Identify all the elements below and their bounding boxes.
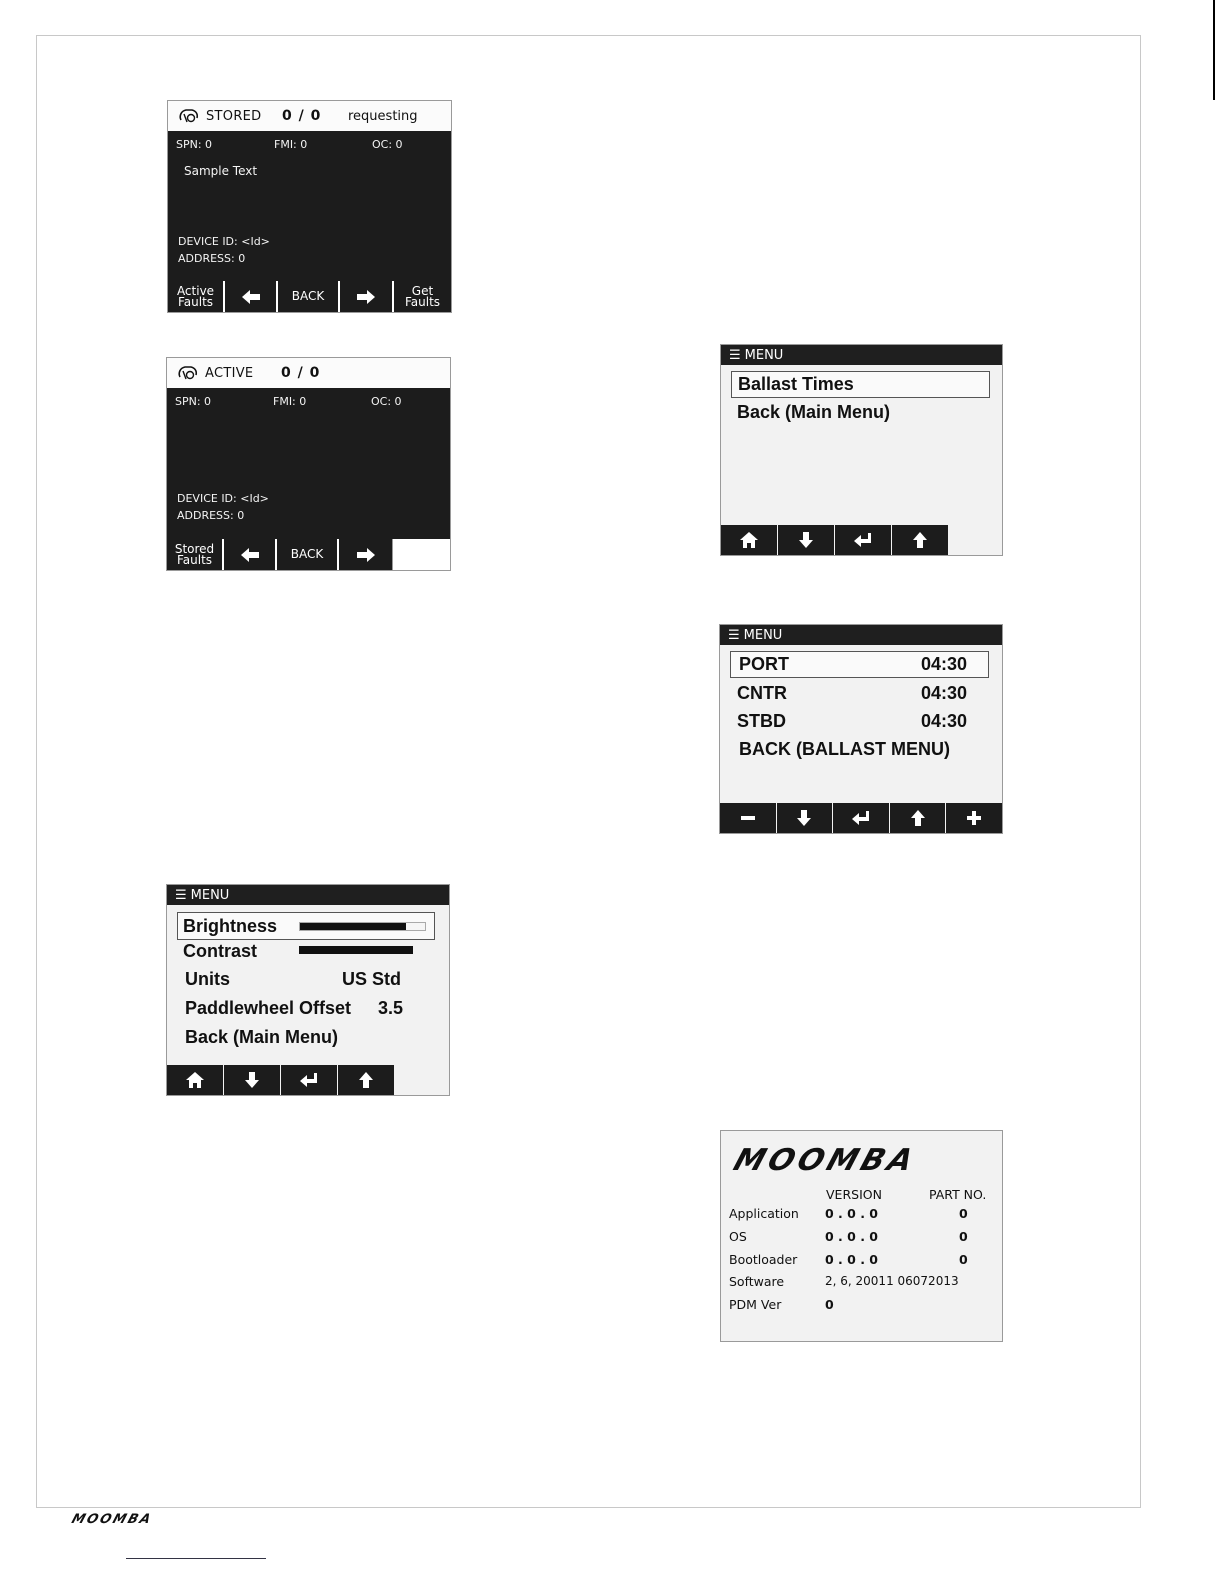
- spn-value: SPN: 0: [175, 395, 212, 408]
- button-label: Faults: [404, 294, 441, 309]
- fmi-value: FMI: 0: [274, 138, 308, 151]
- status-text: requesting: [348, 108, 418, 124]
- row-label: Bootloader: [729, 1252, 798, 1267]
- prev-button[interactable]: [224, 539, 277, 570]
- next-button[interactable]: [339, 539, 393, 570]
- active-header: [167, 358, 450, 388]
- device-id: DEVICE ID: <Id>: [177, 492, 269, 505]
- row-label: Software: [729, 1274, 785, 1289]
- version-table: [721, 1131, 1003, 1342]
- row-part: 0: [959, 1229, 968, 1244]
- arrow-down-icon: [793, 807, 815, 829]
- paddlewheel-label: Paddlewheel Offset: [185, 998, 352, 1018]
- menu-softkeys: [720, 803, 1002, 833]
- enter-button[interactable]: [833, 803, 890, 833]
- home-button[interactable]: [167, 1065, 224, 1095]
- up-button[interactable]: [892, 525, 949, 555]
- page-edge-mark: [1213, 0, 1215, 100]
- brightness-item[interactable]: [177, 912, 435, 940]
- arrow-left-icon: [241, 289, 261, 305]
- home-button[interactable]: [721, 525, 778, 555]
- arrow-right-icon: [356, 547, 376, 563]
- back-ballast-menu-item[interactable]: [739, 739, 950, 760]
- contrast-fill: [299, 946, 413, 954]
- contrast-slider[interactable]: [299, 946, 413, 955]
- button-label: Faults: [177, 294, 214, 309]
- stored-header: [168, 101, 451, 131]
- stbd-label: STBD: [737, 711, 786, 731]
- ballast-times-label: Ballast Times: [738, 374, 854, 394]
- enter-icon: [852, 529, 874, 551]
- enter-button[interactable]: [835, 525, 892, 555]
- brightness-slider[interactable]: [299, 922, 426, 931]
- menu-softkeys: [721, 525, 1002, 555]
- paddlewheel-value: 3.5: [378, 998, 404, 1018]
- ballast-menu-screen: [720, 344, 1003, 556]
- cntr-label: CNTR: [737, 683, 787, 703]
- active-faults-screen: [166, 357, 451, 571]
- port-time-item[interactable]: [730, 651, 989, 678]
- settings-menu-screen: [166, 884, 450, 1096]
- screen-title: ACTIVE: [205, 365, 254, 381]
- prev-button[interactable]: [225, 281, 278, 312]
- menu-header: [721, 345, 1002, 365]
- arrow-up-icon: [907, 807, 929, 829]
- arrow-down-icon: [241, 1069, 263, 1091]
- arrow-left-icon: [240, 547, 260, 563]
- down-button[interactable]: [777, 803, 834, 833]
- row-version: 0: [825, 1297, 834, 1312]
- back-button[interactable]: BACK: [278, 281, 340, 312]
- row-version: 0 . 0 . 0: [825, 1229, 878, 1244]
- row-version: 0 . 0 . 0: [825, 1206, 878, 1221]
- menu-title: MENU: [190, 887, 230, 903]
- address: ADDRESS: 0: [177, 509, 245, 522]
- brightness-fill: [300, 923, 406, 930]
- back-main-menu-item[interactable]: [185, 1027, 338, 1048]
- stored-faults-screen: [167, 100, 452, 313]
- plus-button[interactable]: [946, 803, 1002, 833]
- screen-title: STORED: [206, 108, 262, 124]
- plus-icon: [963, 807, 985, 829]
- oc-value: OC: 0: [371, 395, 402, 408]
- menu-icon: ☰: [175, 887, 187, 903]
- back-label: BACK (BALLAST MENU): [739, 739, 950, 759]
- row-label: PDM Ver: [729, 1297, 782, 1312]
- ballast-times-screen: [719, 624, 1003, 834]
- contrast-item[interactable]: [183, 941, 257, 962]
- arrow-right-icon: [356, 289, 376, 305]
- arrow-down-icon: [795, 529, 817, 551]
- device-id: DEVICE ID: <Id>: [178, 235, 270, 248]
- brightness-label: Brightness: [183, 916, 278, 936]
- menu-icon: ☰: [729, 347, 741, 363]
- back-button[interactable]: BACK: [277, 539, 339, 570]
- minus-icon: [737, 807, 759, 829]
- back-label: Back (Main Menu): [737, 402, 891, 422]
- stbd-time-item[interactable]: [737, 711, 989, 732]
- fault-count: 0 / 0: [281, 365, 321, 381]
- down-button[interactable]: [778, 525, 835, 555]
- units-label: Units: [185, 969, 230, 989]
- address: ADDRESS: 0: [178, 252, 246, 265]
- stbd-value: 04:30: [921, 711, 968, 731]
- up-button[interactable]: [890, 803, 947, 833]
- footer-link-underline: [126, 1558, 266, 1559]
- stored-faults-button[interactable]: [167, 539, 224, 570]
- version-header: VERSION: [826, 1187, 882, 1202]
- next-button[interactable]: [340, 281, 394, 312]
- button-label: Get: [411, 283, 434, 298]
- up-button[interactable]: [338, 1065, 395, 1095]
- menu-header: [720, 625, 1002, 645]
- get-faults-button[interactable]: [394, 281, 451, 312]
- home-icon: [738, 529, 760, 551]
- moomba-logo: MOOMBA: [729, 1143, 922, 1178]
- button-label: Faults: [176, 552, 213, 567]
- home-icon: [184, 1069, 206, 1091]
- row-label: OS: [729, 1229, 747, 1244]
- fmi-value: FMI: 0: [273, 395, 307, 408]
- arrow-up-icon: [909, 529, 931, 551]
- port-label: PORT: [739, 654, 790, 674]
- ballast-times-item[interactable]: [731, 371, 990, 398]
- active-softkeys: [167, 539, 450, 570]
- active-faults-button[interactable]: [168, 281, 225, 312]
- enter-icon: [850, 807, 872, 829]
- back-main-menu-item[interactable]: [737, 402, 890, 423]
- cntr-value: 04:30: [921, 683, 968, 703]
- row-version: 2, 6, 20011 06072013: [825, 1274, 959, 1288]
- button-label: Active: [176, 283, 215, 298]
- spn-value: SPN: 0: [176, 138, 213, 151]
- menu-title: MENU: [744, 347, 784, 363]
- oc-value: OC: 0: [372, 138, 403, 151]
- fault-count: 0 / 0: [282, 108, 322, 124]
- engine-fault-icon: [178, 108, 200, 124]
- arrow-up-icon: [355, 1069, 377, 1091]
- port-value: 04:30: [921, 654, 968, 674]
- enter-button[interactable]: [281, 1065, 338, 1095]
- row-part: 0: [959, 1252, 968, 1267]
- row-label: Application: [729, 1206, 799, 1221]
- minus-button[interactable]: [720, 803, 777, 833]
- menu-softkeys: [167, 1065, 449, 1095]
- enter-icon: [298, 1069, 320, 1091]
- back-label: Back (Main Menu): [185, 1027, 339, 1047]
- fault-description: Sample Text: [184, 164, 258, 178]
- stored-softkeys: [168, 281, 451, 312]
- footer-logo: MOOMBA: [69, 1512, 155, 1527]
- menu-header: [167, 885, 449, 905]
- units-value: US Std: [342, 969, 402, 989]
- paddlewheel-item[interactable]: [185, 998, 351, 1019]
- about-screen: [720, 1130, 1003, 1342]
- button-label: Stored: [174, 541, 215, 556]
- row-version: 0 . 0 . 0: [825, 1252, 878, 1267]
- contrast-label: Contrast: [183, 941, 258, 961]
- cntr-time-item[interactable]: [737, 683, 989, 704]
- menu-icon: ☰: [728, 627, 740, 643]
- menu-title: MENU: [743, 627, 783, 643]
- row-part: 0: [959, 1206, 968, 1221]
- engine-fault-icon: [177, 365, 199, 381]
- part-header: PART NO.: [929, 1187, 987, 1202]
- units-item[interactable]: [185, 969, 230, 990]
- down-button[interactable]: [224, 1065, 281, 1095]
